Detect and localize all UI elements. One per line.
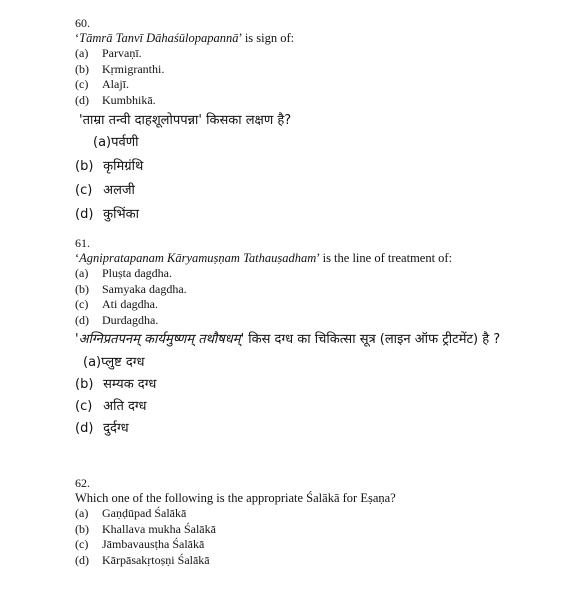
hindi-option-c[interactable] [75,180,545,202]
option-label: (b) [75,377,94,392]
option-text: Samyaka dagdha. [102,281,187,296]
option-label: (c) [75,399,93,414]
option-text: Gaṇḍūpad Śalākā [102,506,187,520]
option-text: कृमिग्रंथि [103,159,144,174]
question-suffix: ’ is sign of: [238,31,295,45]
hindi-option-d[interactable] [75,418,545,440]
question-60 [75,16,545,226]
option-text: अलजी [103,183,135,198]
question-suffix: ’ is the line of treatment of: [316,251,453,265]
question-number: 61. [75,236,90,250]
option-c[interactable] [75,77,545,93]
hindi-option-c[interactable] [75,396,545,418]
hindi-option-d[interactable] [75,204,545,226]
option-text: प्लुष्ट दग्ध [101,355,145,370]
quote-open: ‘ [75,251,80,265]
hindi-question-text: 'ताम्रा तन्वी दाहशूलोपपन्ना' किसका लक्षण है? [79,113,292,128]
option-d[interactable] [75,93,545,109]
sanskrit-term: Tāmrā Tanvī Dāhaśūlopapannā [79,31,239,45]
option-text: Khallava mukha Śalākā [102,521,216,536]
option-label: (c) [75,297,89,311]
option-text: Pluṣta dagdha. [102,266,172,280]
option-label: (a) [75,46,89,60]
option-b[interactable] [75,282,545,298]
option-text: Kārpāsakṛtoṣṇi Śalākā [102,552,210,567]
option-label: (a) [75,266,89,280]
option-a[interactable] [75,266,545,282]
hindi-question-text [75,329,525,351]
option-text: कुभिंका [103,207,139,222]
question-number: 60. [75,16,90,30]
option-text: पर्वणी [111,135,139,150]
option-label: (a) [75,506,89,520]
question-text [75,31,545,46]
option-text: Jāmbavausṭha Śalākā [102,537,205,551]
hindi-question-rest: किस दग्ध का चिकित्सा सूत्र (लाइन ऑफ ट्रीटमेंट) है ? [244,332,501,347]
hindi-option-b[interactable] [75,374,545,396]
hindi-option-b[interactable] [75,156,545,178]
option-b[interactable] [75,522,545,538]
option-d[interactable] [75,313,545,329]
question-text: Which one of the following is the appropriate Śalākā for Eṣaṇa? [75,491,396,505]
option-d[interactable] [75,553,545,569]
question-number: 62. [75,476,90,490]
option-a[interactable] [75,46,545,62]
option-text: Ati dagdha. [102,297,158,311]
option-label: (b) [75,281,89,296]
option-label: (d) [75,92,89,107]
option-text: दुर्दग्ध [103,421,129,436]
sanskrit-term: Agnipratapanam Kāryamuṣṇam Tathauṣadham [79,251,317,265]
option-label: (d) [75,312,89,327]
hindi-option-a[interactable] [93,132,545,154]
option-label: (d) [75,207,94,222]
option-text: अति दग्ध [103,399,147,414]
option-label: (d) [75,421,94,436]
option-c[interactable] [75,297,545,313]
option-text: Alajī. [102,77,129,91]
option-label: (a) [93,135,112,150]
option-label: (a) [83,355,102,370]
option-label: (c) [75,77,89,91]
option-text: Kumbhikā. [102,92,156,107]
quote-open: ‘ [75,31,80,45]
question-62 [75,476,545,568]
hindi-sanskrit-term: 'अग्निप्रतपनम् कार्यमुष्णम् तथौषधम्' [75,332,245,347]
option-label: (d) [75,552,89,567]
question-61 [75,236,545,440]
option-text: Parvaṇī. [102,46,142,60]
option-c[interactable] [75,537,545,553]
option-label: (c) [75,183,93,198]
option-label: (c) [75,537,89,551]
option-label: (b) [75,61,89,76]
option-text: Kṛmigranthi. [102,61,165,76]
question-text [75,251,545,266]
option-label: (b) [75,521,89,536]
option-text: Durdagdha. [102,312,159,327]
option-label: (b) [75,159,94,174]
hindi-option-a[interactable] [83,352,545,374]
option-text: सम्यक दग्ध [103,377,157,392]
option-a[interactable] [75,506,545,522]
option-b[interactable] [75,62,545,78]
